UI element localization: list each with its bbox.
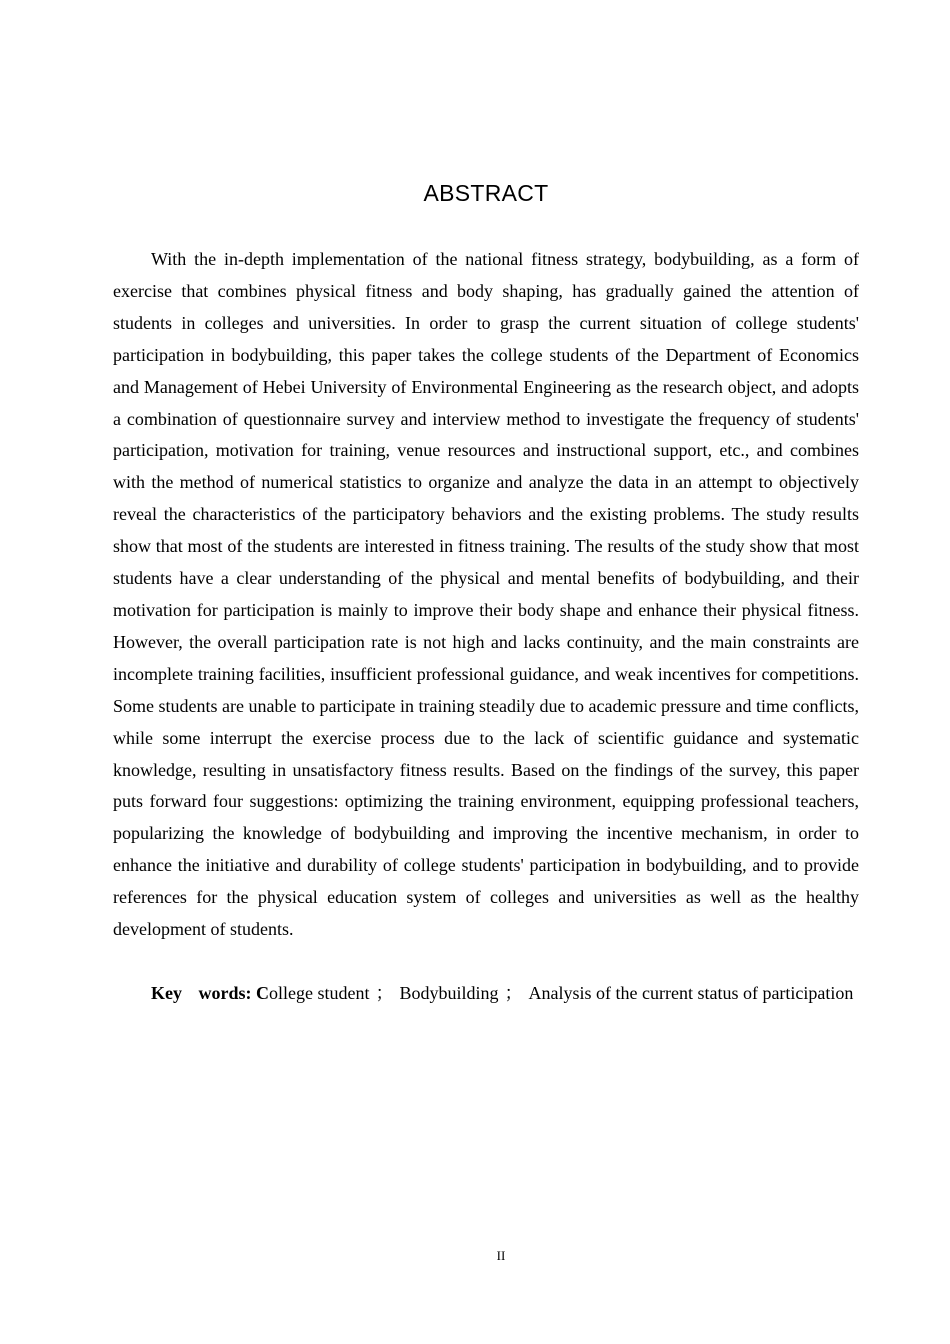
abstract-paragraph: With the in-depth implementation of the national fitness strategy, bodybuilding, as a form of exercise that combines physical fitness and body shaping, has gradually gained the attention of students in colleges and universities. In order to grasp the current situation of college students' participation in bodybuilding, this paper takes the college students of the Department of Economics and Management of Hebei University of Environmental Engineering as the research object, and adopts a combination of questionnaire survey and interview method to investigate the frequency of students' participation, motivation for training, venue resources and instructional support, etc., and combines with the method of numerical statistics to organize and analyze the data in an attempt to objectively reveal the characteristics of the participatory behaviors and the existing problems. The study results show that most of the students are interested in fitness training. The results of the study show that most students have a clear understanding of the physical and mental benefits of bodybuilding, and their motivation for participation is mainly to improve their body shape and enhance their physical fitness. However, the overall participation rate is not high and lacks continuity, and the main constraints are incomplete training facilities, insufficient professional guidance, and weak incentives for competitions. Some students are unable to participate in training steadily due to academic pressure and time conflicts, while some interrupt the exercise process due to the lack of scientific guidance and systematic knowledge, resulting in unsatisfactory fitness results. Based on the findings of the survey, this paper puts forward four suggestions: optimizing the training environment, equipping professional teachers, popularizing the knowledge of bodybuilding and improving the incentive mechanism, in order to enhance the initiative and durability of college students' participation in bodybuilding, and to provide references for the physical education system of colleges and universities as well as the healthy development of students. [113,249,859,940]
page-title: ABSTRACT [423,180,549,206]
keywords-label: Key words: [151,983,252,1003]
keyword-bodybuilding: Bodybuilding [399,983,499,1003]
keywords-paragraph [113,978,859,1010]
keyword-first-letter: C [256,983,269,1003]
page-number: II [496,1248,506,1263]
keyword-separator: ； [375,983,394,1003]
keyword-analysis: Analysis of the current status of participation [528,983,854,1003]
keyword-college-student: ollege student [269,983,370,1003]
keyword-separator: ； [504,983,523,1003]
